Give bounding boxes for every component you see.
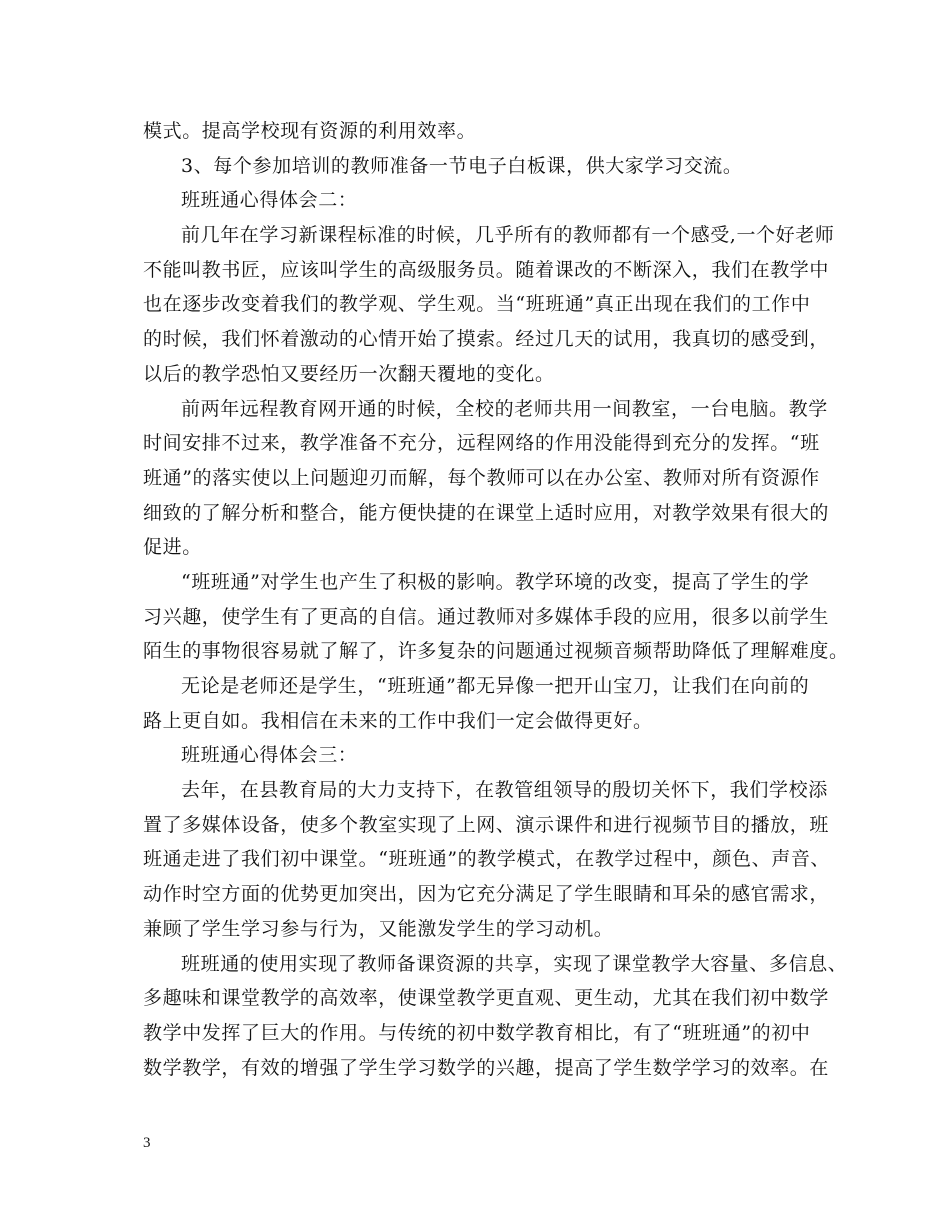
text-line: 细致的了解分析和整合，能方便快捷的在课堂上适时应用，对教学效果有很大的 xyxy=(143,501,830,524)
text-line: 教学中发挥了巨大的作用。与传统的初中数学教育相比，有了“班班通”的初中 xyxy=(143,1021,811,1044)
text-line: 模式。提高学校现有资源的利用效率。 xyxy=(143,120,477,142)
text-line: 数学教学，有效的增强了学生学习数学的兴趣，提高了学生数学学习的效率。在 xyxy=(143,1056,830,1079)
text-line: “班班通”对学生也产生了积极的影响。教学环境的改变，提高了学生的学 xyxy=(181,570,810,593)
text-line: 习兴趣，使学生有了更高的自信。通过教师对多媒体手段的应用，很多以前学生 xyxy=(143,605,830,628)
text-line: 不能叫教书匠，应该叫学生的高级服务员。随着课改的不断深入，我们在教学中 xyxy=(143,258,830,281)
text-line: 3、每个参加培训的教师准备一节电子白板课，供大家学习交流。 xyxy=(181,154,743,177)
text-line: 前几年在学习新课程标准的时候，几乎所有的教师都有一个感受,一个好老师 xyxy=(181,224,835,247)
text-line: 班班通的使用实现了教师备课资源的共享，实现了课堂教学大容量、多信息、 xyxy=(181,952,848,975)
text-line: 班通走进了我们初中课堂。“班班通”的教学模式，在教学过程中，颜色、声音、 xyxy=(143,848,831,871)
text-line: 也在逐步改变着我们的教学观、学生观。当“班班通”真正出现在我们的工作中 xyxy=(143,293,811,316)
text-line: 兼顾了学生学习参与行为，又能激发学生的学习动机。 xyxy=(143,917,614,940)
text-line: 陌生的事物很容易就了解了，许多复杂的问题通过视频音频帮助降低了理解难度。 xyxy=(143,640,849,663)
text-line: 动作时空方面的优势更加突出，因为它充分满足了学生眼睛和耳朵的感官需求， xyxy=(143,883,830,906)
text-line: 去年，在县教育局的大力支持下，在教管组领导的殷切关怀下，我们学校添 xyxy=(181,779,828,802)
text-line: 促进。 xyxy=(143,536,202,559)
text-line: 置了多媒体设备，使多个教室实现了上网、演示课件和进行视频节目的播放，班 xyxy=(143,813,830,836)
text-line: 前两年远程教育网开通的时候，全校的老师共用一间教室，一台电脑。教学 xyxy=(181,397,828,420)
document-body xyxy=(143,114,849,1085)
text-line: 多趣味和课堂教学的高效率，使课堂教学更直观、更生动，尤其在我们初中数学 xyxy=(143,987,830,1010)
text-line: 的时候，我们怀着激动的心情开始了摸索。经过几天的试用，我真切的感受到， xyxy=(143,328,830,351)
text-line: 以后的教学恐怕又要经历一次翻天覆地的变化。 xyxy=(143,362,555,385)
text-line: 班通”的落实使以上问题迎刃而解，每个教师可以在办公室、教师对所有资源作 xyxy=(143,466,820,489)
text-line: 班班通心得体会三： xyxy=(181,744,358,767)
text-line: 班班通心得体会二： xyxy=(181,189,358,212)
page-number: 3 xyxy=(143,1135,151,1151)
text-line: 时间安排不过来，教学准备不充分，远程网络的作用没能得到充分的发挥。“班 xyxy=(143,432,820,455)
text-line: 路上更自如。我相信在未来的工作中我们一定会做得更好。 xyxy=(143,709,653,732)
text-line: 无论是老师还是学生，“班班通”都无异像一把开山宝刀，让我们在向前的 xyxy=(181,675,810,697)
